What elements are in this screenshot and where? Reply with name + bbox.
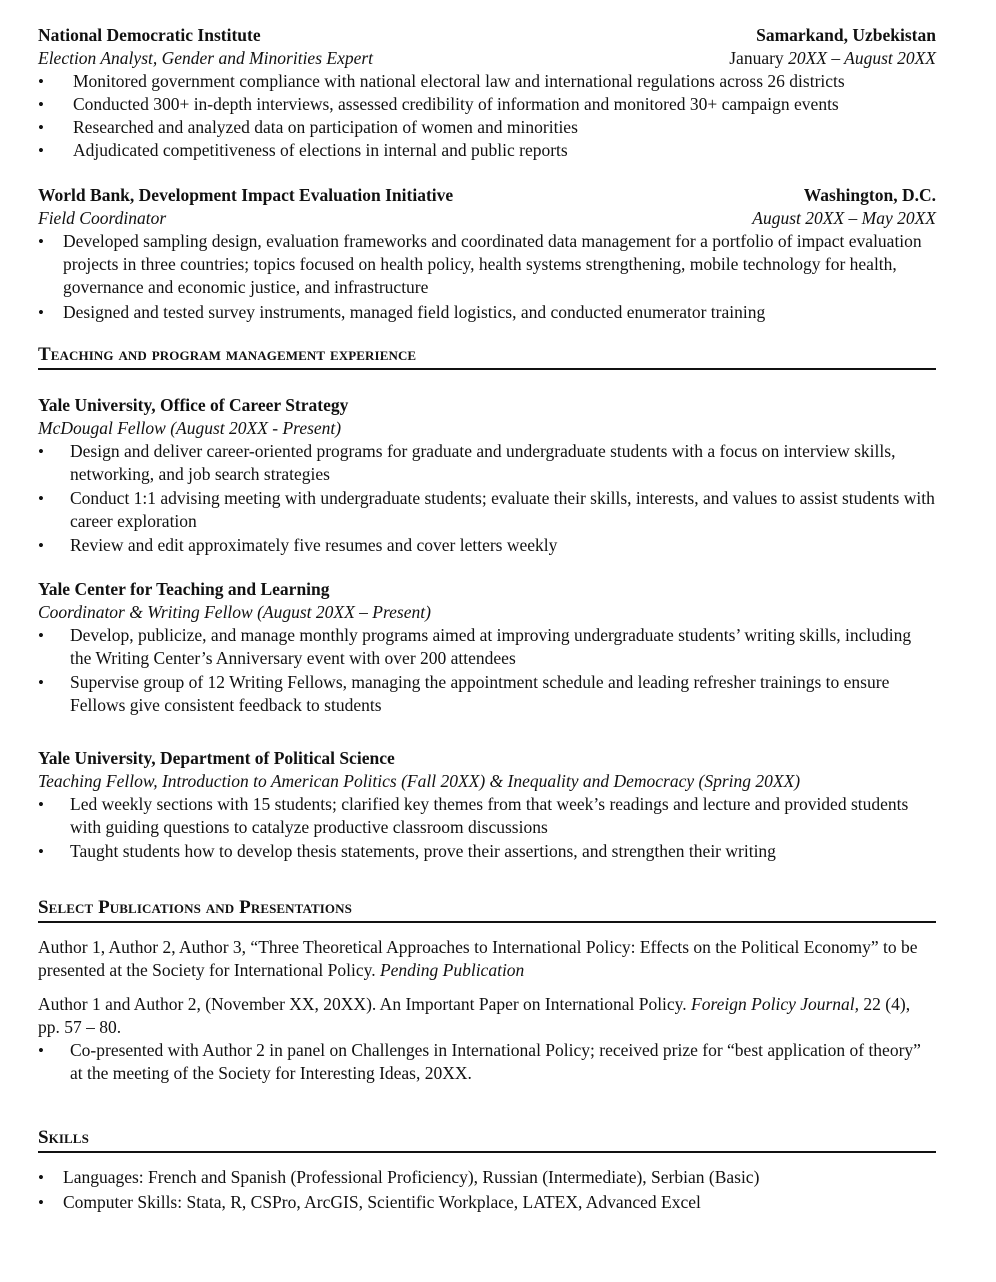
bullet-list [38, 1166, 936, 1214]
bullet-list [38, 70, 936, 162]
role-title: Coordinator & Writing Fellow (August 20XX – Present) [38, 602, 431, 622]
resume-page [38, 24, 936, 1214]
teaching-entry [38, 394, 936, 557]
organization-name: World Bank, Development Impact Evaluation Initiative [38, 185, 454, 205]
organization-name: Yale University, Office of Career Strategy [38, 395, 349, 415]
teaching-entry [38, 747, 936, 863]
bullet-list [38, 440, 936, 557]
bullet-list [38, 230, 936, 324]
organization-name: National Democratic Institute [38, 25, 261, 45]
bullet-item: • Languages: French and Spanish (Professional Proficiency), Russian (Intermediate), Serbian (Basic) [38, 1166, 936, 1189]
bullet-item: • Adjudicated competitiveness of elections in internal and public reports [38, 139, 936, 162]
location: Samarkand, Uzbekistan [756, 25, 936, 45]
bullet-item: • Review and edit approximately five resumes and cover letters weekly [38, 534, 936, 557]
bullet-item: • Design and deliver career-oriented programs for graduate and undergraduate students with a focus on interview skills, networking, and job search strategies [38, 440, 936, 486]
section-title-skills: Skills [38, 1127, 936, 1153]
location: Washington, D.C. [803, 185, 936, 205]
bullet-list [38, 793, 936, 863]
bullet-list [38, 1039, 936, 1085]
bullet-item: • Develop, publicize, and manage monthly programs aimed at improving undergraduate students’ writing skills, including the Writing Center’s Anniversary event with over 200 attendees [38, 624, 936, 670]
bullet-item: • Co-presented with Author 2 in panel on Challenges in International Policy; received prize for “best application of theory” at the meeting of the Society for Interesting Ideas, 20XX. [38, 1039, 936, 1085]
role-title: Field Coordinator [38, 208, 167, 228]
experience-entry [38, 184, 936, 324]
bullet-item: • Taught students how to develop thesis statements, prove their assertions, and strengthen their writing [38, 840, 936, 863]
bullet-list [38, 624, 936, 717]
bullet-item: • Conduct 1:1 advising meeting with undergraduate students; evaluate their skills, interests, and values to assist students with career exploration [38, 487, 936, 533]
bullet-item: • Developed sampling design, evaluation frameworks and coordinated data management for a portfolio of impact evaluation projects in three countries; topics focused on health policy, health systems strengthening, mobile technology for health, governance and economic justice, and infrastructure [38, 230, 936, 299]
dates: August 20XX – May 20XX [752, 208, 936, 228]
organization-name: Yale University, Department of Political Science [38, 748, 395, 768]
bullet-item: • Conducted 300+ in-depth interviews, assessed credibility of information and monitored 30+ campaign events [38, 93, 936, 116]
section-title-publications: Select Publications and Presentations [38, 897, 936, 923]
bullet-item: • Computer Skills: Stata, R, CSPro, ArcGIS, Scientific Workplace, LATEX, Advanced Excel [38, 1191, 936, 1214]
dates: January 20XX – August 20XX [729, 48, 936, 68]
role-title: Election Analyst, Gender and Minorities Expert [38, 48, 374, 68]
bullet-item: • Researched and analyzed data on participation of women and minorities [38, 116, 936, 139]
organization-name: Yale Center for Teaching and Learning [38, 579, 330, 599]
experience-entry [38, 24, 936, 162]
role-title: Teaching Fellow, Introduction to American Politics (Fall 20XX) & Inequality and Democracy (Spring 20XX) [38, 771, 801, 791]
publication-item: Author 1 and Author 2, (November XX, 20XX). An Important Paper on International Policy. Foreign Policy Journal, 22 (4), pp. 57 – 80. [38, 994, 911, 1037]
publication-item: Author 1, Author 2, Author 3, “Three Theoretical Approaches to International Policy: Effects on the Political Economy” to be presented at the Society for International Policy. Pending Publication [38, 937, 918, 980]
role-title: McDougal Fellow (August 20XX - Present) [38, 418, 342, 438]
bullet-item: • Monitored government compliance with national electoral law and international regulations across 26 districts [38, 70, 936, 93]
section-title-teaching: Teaching and program management experience [38, 344, 936, 370]
bullet-item: • Led weekly sections with 15 students; clarified key themes from that week’s readings and lecture and provided students with guiding questions to catalyze productive classroom discussions [38, 793, 936, 839]
bullet-item: • Supervise group of 12 Writing Fellows, managing the appointment schedule and leading refresher trainings to ensure Fellows give consistent feedback to students [38, 671, 936, 717]
teaching-entry [38, 578, 936, 717]
bullet-item: • Designed and tested survey instruments, managed field logistics, and conducted enumerator training [38, 301, 936, 324]
